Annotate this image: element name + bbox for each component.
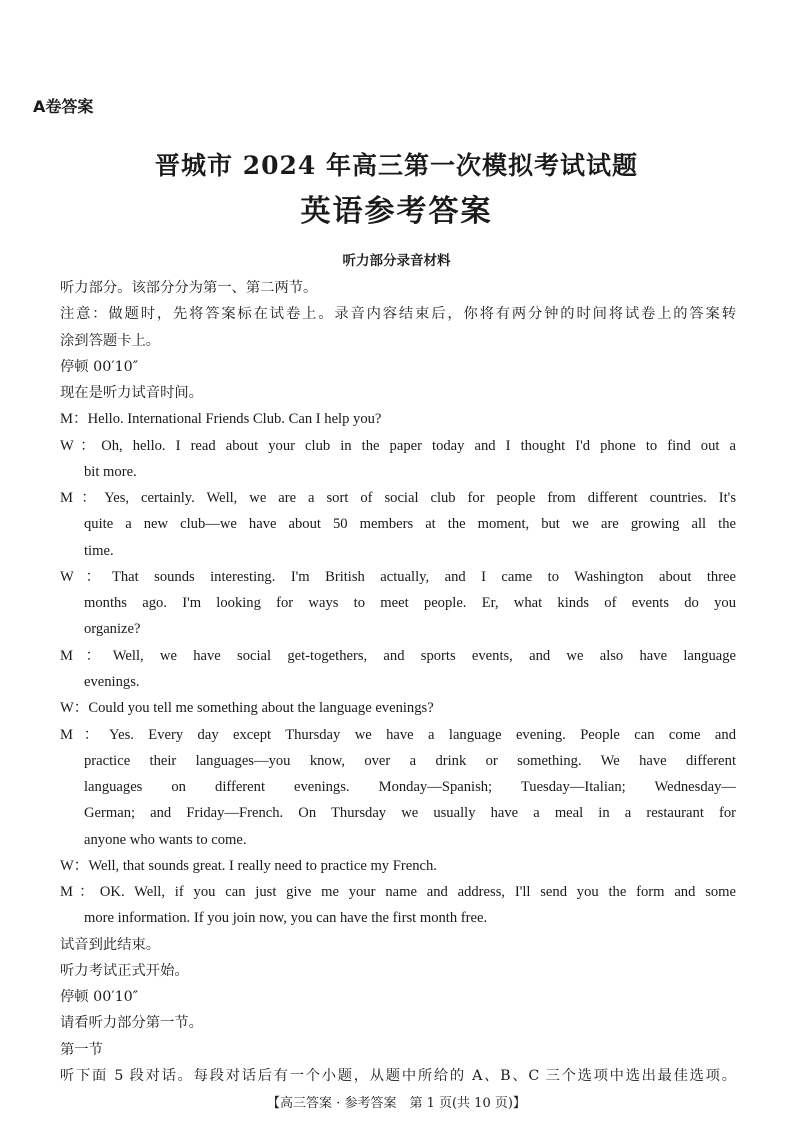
text-line: evenings. — [84, 673, 140, 690]
text-line: 停顿 00′10″ — [60, 358, 139, 375]
text-line: M：Hello. International Friends Club. Can I help you? — [60, 411, 382, 428]
text-line: time. — [84, 542, 114, 559]
text-line: German; and Friday—French. On Thursday we usually have a meal in a restaurant for — [84, 805, 736, 822]
section-title: 听力部分录音材料 — [342, 253, 451, 269]
text-line: 现在是听力试音时间。 — [60, 385, 203, 402]
text-line: W：That sounds interesting. I'm British actually, and I came to Washington about three — [60, 568, 736, 585]
text-line: W：Could you tell me something about the language evenings? — [60, 700, 434, 717]
transcript-body — [60, 275, 736, 1089]
text-line: 停顿 00′10″ — [60, 989, 139, 1006]
text-line: M：Yes. Every day except Thursday we have a language evening. People can come and — [60, 726, 736, 743]
text-line: bit more. — [84, 463, 137, 480]
text-line: 注意：做题时，先将答案标在试卷上。录音内容结束后，你将有两分钟的时间将试卷上的答案转 — [60, 306, 736, 323]
text-line: organize? — [84, 621, 141, 638]
text-line: W：Well, that sounds great. I really need to practice my French. — [60, 857, 437, 874]
text-line: 请看听力部分第一节。 — [60, 1015, 203, 1032]
text-line: 第一节 — [60, 1041, 103, 1058]
text-line: practice their languages—you know, over a drink or something. We have different — [84, 752, 736, 769]
document-title: 晋城市 2024 年高三第一次模拟考试试题 — [155, 151, 638, 180]
text-line: M：Well, we have social get-togethers, and sports events, and we also have language — [60, 647, 736, 664]
text-line: more information. If you join now, you can have the first month free. — [84, 910, 488, 927]
text-line: quite a new club—we have about 50 members at the moment, but we are growing all the — [84, 516, 736, 533]
text-line: 听下面 5 段对话。每段对话后有一个小题，从题中所给的 A、B、C 三个选项中选出最佳选项。 — [60, 1067, 736, 1084]
text-line: months ago. I'm looking for ways to meet people. Er, what kinds of events do you — [84, 595, 736, 612]
text-line: W：Oh, hello. I read about your club in the paper today and I thought I'd phone to find out a — [60, 437, 736, 454]
text-line: anyone who wants to come. — [84, 831, 247, 848]
text-line: 涂到答题卡上。 — [60, 332, 161, 349]
text-line: 试音到此结束。 — [60, 936, 161, 953]
version-tag: A卷答案 — [33, 97, 94, 116]
text-line: languages on different evenings. Monday—Spanish; Tuesday—Italian; Wednesday— — [84, 779, 736, 796]
document-subtitle: 英语参考答案 — [300, 194, 493, 229]
text-line: 听力考试正式开始。 — [60, 962, 189, 979]
page-footer: 【高三答案 · 参考答案 第 1 页(共 10 页)】 — [267, 1096, 526, 1111]
text-line: 听力部分。该部分分为第一、第二两节。 — [60, 280, 318, 296]
text-line: M：Yes, certainly. Well, we are a sort of social club for people from different countries. It's — [60, 490, 736, 507]
text-line: M：OK. Well, if you can just give me your name and address, I'll send you the form and some — [60, 884, 736, 901]
